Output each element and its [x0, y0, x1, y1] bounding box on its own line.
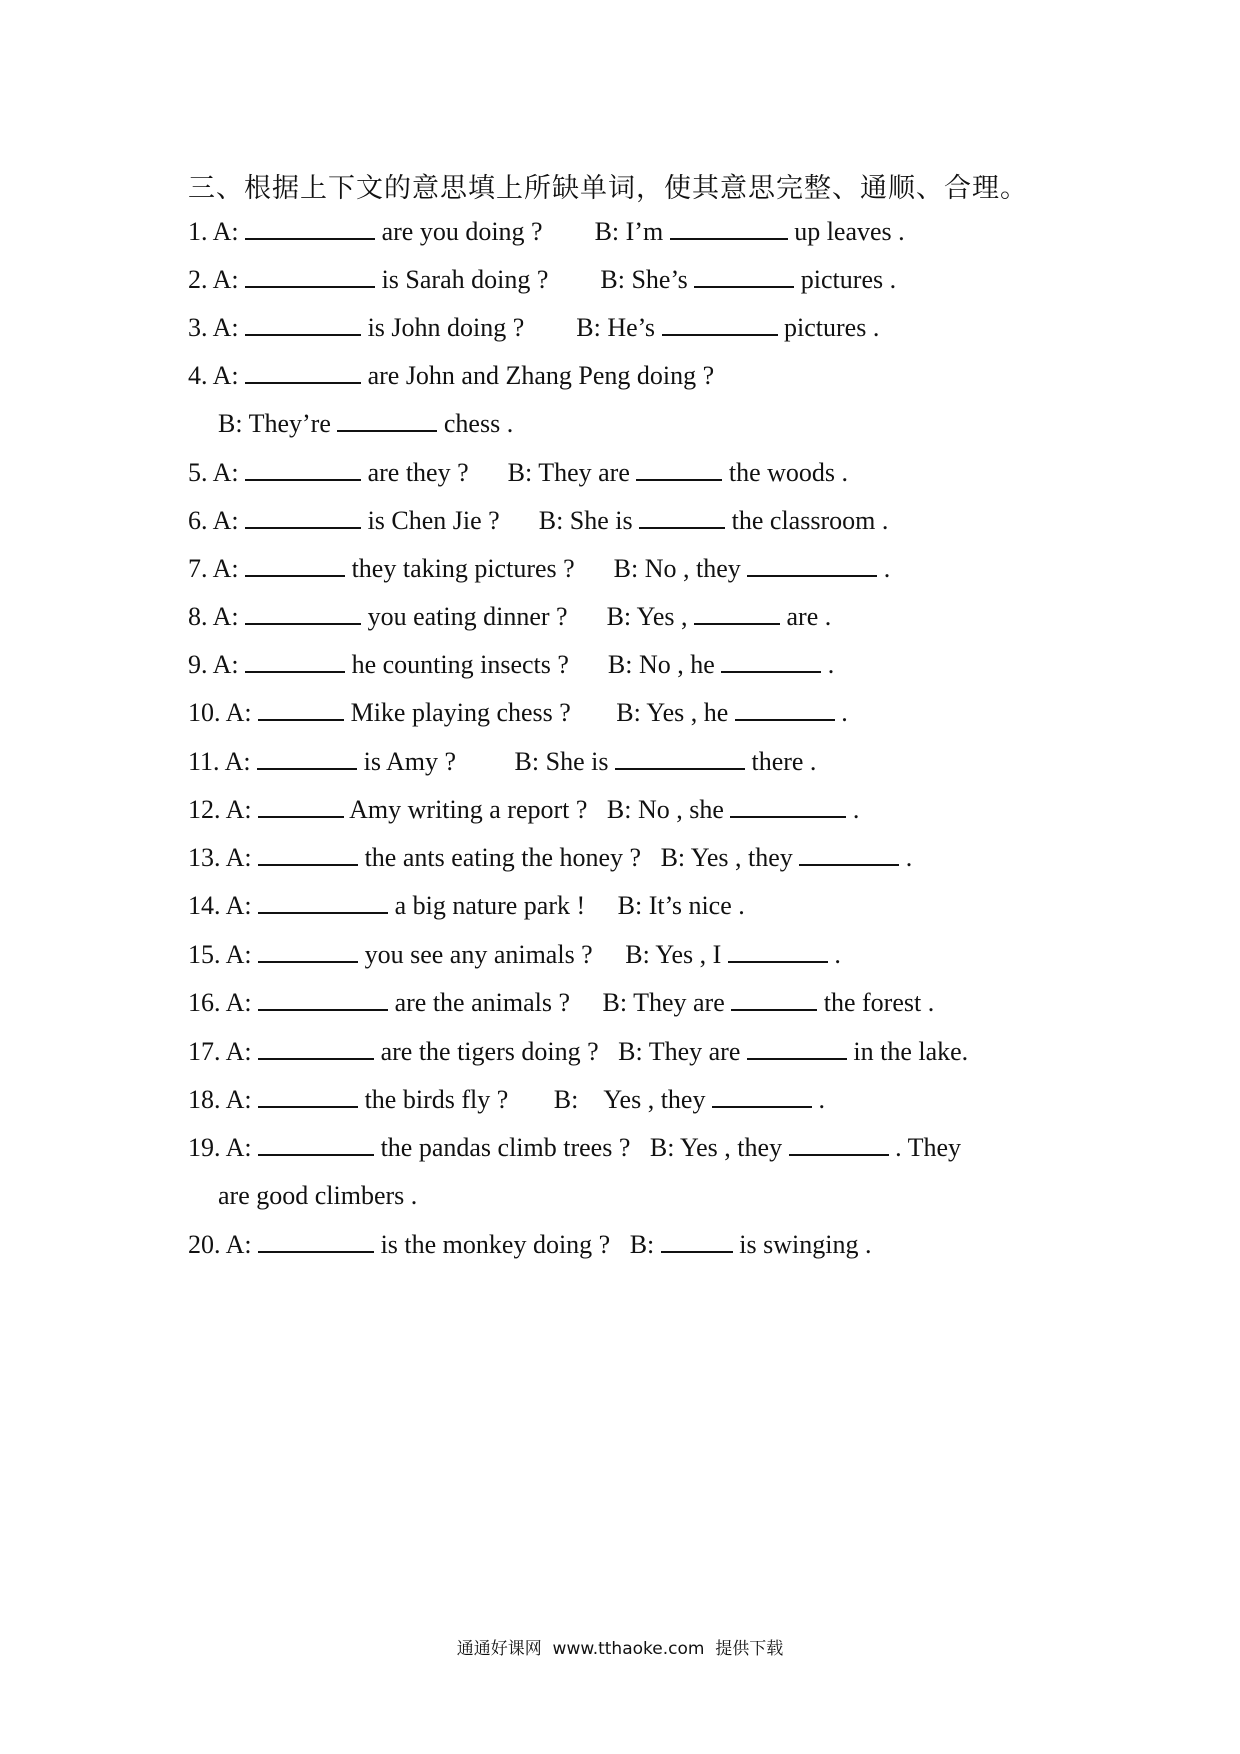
exercise-text: 12. A:	[188, 795, 259, 824]
exercise-text: is swinging .	[732, 1230, 872, 1259]
exercise-text: 9. A:	[188, 650, 246, 679]
exercise-line	[188, 457, 848, 489]
exercise-line	[188, 601, 831, 633]
exercise-text: are John and Zhang Peng doing ?	[361, 361, 715, 390]
exercise-text: Mike playing chess ? B: Yes , he	[344, 698, 735, 727]
answer-blank[interactable]	[747, 1036, 847, 1060]
exercise-text: .	[827, 940, 841, 969]
exercise-text: . They	[888, 1133, 962, 1162]
exercise-text: is Sarah doing ? B: She’s	[375, 265, 695, 294]
answer-blank[interactable]	[258, 890, 388, 914]
exercise-text: .	[834, 698, 848, 727]
exercise-text: are good climbers .	[218, 1181, 418, 1210]
exercise-text: is John doing ? B: He’s	[361, 313, 662, 342]
exercise-text: are the animals ? B: They are	[388, 988, 732, 1017]
answer-blank[interactable]	[258, 1036, 374, 1060]
exercise-text: 19. A:	[188, 1133, 259, 1162]
exercise-line	[188, 987, 934, 1019]
answer-blank[interactable]	[694, 601, 780, 625]
exercise-line	[188, 312, 879, 344]
exercise-text: a big nature park ! B: It’s nice .	[388, 891, 745, 920]
exercise-text: 11. A:	[188, 747, 258, 776]
exercise-text: the woods .	[722, 458, 849, 487]
exercise-text: he counting insects ? B: No , he	[345, 650, 722, 679]
exercise-text: 3. A:	[188, 313, 246, 342]
exercise-text: is Amy ? B: She is	[357, 747, 615, 776]
exercise-text: 14. A:	[188, 891, 259, 920]
exercise-text: the pandas climb trees ? B: Yes , they	[374, 1133, 789, 1162]
section-heading: 三、根据上下文的意思填上所缺单词，使其意思完整、通顺、合理。	[188, 173, 1028, 204]
exercise-text: are .	[780, 602, 832, 631]
exercise-text: 18. A:	[188, 1085, 259, 1114]
exercise-text: you eating dinner ? B: Yes ,	[361, 602, 694, 631]
answer-blank[interactable]	[731, 987, 817, 1011]
answer-blank[interactable]	[694, 264, 794, 288]
exercise-text: 10. A:	[188, 698, 259, 727]
answer-blank[interactable]	[258, 697, 344, 721]
exercise-text: the ants eating the honey ? B: Yes , they	[358, 843, 800, 872]
exercise-line	[218, 408, 513, 440]
exercise-text: .	[877, 554, 891, 583]
exercise-text: 15. A:	[188, 940, 259, 969]
exercise-text: 8. A:	[188, 602, 246, 631]
exercise-line	[188, 794, 859, 826]
exercise-text: 20. A:	[188, 1230, 259, 1259]
answer-blank[interactable]	[257, 746, 357, 770]
exercise-text: 13. A:	[188, 843, 259, 872]
exercise-text: are you doing ? B: I’m	[375, 217, 670, 246]
answer-blank[interactable]	[799, 842, 899, 866]
answer-blank[interactable]	[721, 649, 821, 673]
exercise-text: chess .	[437, 409, 514, 438]
exercise-text: 1. A:	[188, 217, 246, 246]
exercise-text: 7. A:	[188, 554, 246, 583]
exercise-text: there .	[744, 747, 817, 776]
exercise-text: pictures .	[794, 265, 897, 294]
exercise-line	[188, 553, 890, 585]
answer-blank[interactable]	[337, 408, 437, 432]
answer-blank[interactable]	[245, 601, 361, 625]
answer-blank[interactable]	[747, 553, 877, 577]
answer-blank[interactable]	[636, 457, 722, 481]
exercise-text: .	[811, 1085, 825, 1114]
exercise-line	[188, 1084, 825, 1116]
answer-blank[interactable]	[258, 1084, 358, 1108]
exercise-line	[188, 505, 888, 537]
exercise-text: in the lake.	[846, 1037, 969, 1066]
exercise-text: 16. A:	[188, 988, 259, 1017]
answer-blank[interactable]	[245, 216, 375, 240]
answer-blank[interactable]	[639, 505, 725, 529]
exercise-text: 17. A:	[188, 1037, 259, 1066]
answer-blank[interactable]	[728, 939, 828, 963]
exercise-text: the birds fly ? B: Yes , they	[358, 1085, 712, 1114]
exercise-text: .	[821, 650, 835, 679]
exercise-text: .	[846, 795, 860, 824]
exercise-text: is the monkey doing ? B:	[374, 1230, 661, 1259]
exercise-text: you see any animals ? B: Yes , I	[358, 940, 728, 969]
exercise-text: the classroom .	[725, 506, 889, 535]
answer-blank[interactable]	[245, 553, 345, 577]
exercise-text: 6. A:	[188, 506, 246, 535]
answer-blank[interactable]	[670, 216, 788, 240]
answer-blank[interactable]	[245, 312, 361, 336]
exercise-text: Amy writing a report ? B: No , she	[344, 795, 731, 824]
answer-blank[interactable]	[258, 939, 358, 963]
exercise-line	[188, 890, 745, 922]
exercise-line	[188, 1036, 968, 1068]
answer-blank[interactable]	[258, 1132, 374, 1156]
answer-blank[interactable]	[245, 264, 375, 288]
exercise-text: B: They’re	[218, 409, 338, 438]
exercise-line	[218, 1180, 417, 1212]
exercise-text: pictures .	[777, 313, 880, 342]
answer-blank[interactable]	[735, 697, 835, 721]
answer-blank[interactable]	[258, 1229, 374, 1253]
answer-blank[interactable]	[245, 505, 361, 529]
footer-credit: 通通好课网 www.tthaoke.com 提供下载	[456, 1639, 784, 1659]
answer-blank[interactable]	[615, 746, 745, 770]
exercise-line	[188, 649, 834, 681]
exercise-line	[188, 842, 912, 874]
exercise-text: are they ? B: They are	[361, 458, 637, 487]
exercise-line	[188, 939, 841, 971]
answer-blank[interactable]	[789, 1132, 889, 1156]
answer-blank[interactable]	[258, 794, 344, 818]
exercise-line	[188, 1229, 871, 1261]
answer-blank[interactable]	[245, 649, 345, 673]
exercise-line	[188, 264, 896, 296]
exercise-text: 2. A:	[188, 265, 246, 294]
answer-blank[interactable]	[712, 1084, 812, 1108]
answer-blank[interactable]	[258, 987, 388, 1011]
exercise-text: 4. A:	[188, 361, 246, 390]
exercise-text: up leaves .	[787, 217, 905, 246]
exercise-text: is Chen Jie ? B: She is	[361, 506, 640, 535]
exercise-line	[188, 697, 848, 729]
exercise-text: are the tigers doing ? B: They are	[374, 1037, 747, 1066]
exercise-line	[188, 216, 905, 248]
answer-blank[interactable]	[245, 360, 361, 384]
answer-blank[interactable]	[730, 794, 846, 818]
answer-blank[interactable]	[258, 842, 358, 866]
answer-blank[interactable]	[661, 1229, 733, 1253]
exercise-line	[188, 1132, 961, 1164]
exercise-text: .	[899, 843, 913, 872]
answer-blank[interactable]	[662, 312, 778, 336]
answer-blank[interactable]	[245, 457, 361, 481]
exercise-text: the forest .	[817, 988, 935, 1017]
exercise-text: 5. A:	[188, 458, 246, 487]
exercise-line	[188, 360, 714, 392]
exercise-line	[188, 746, 816, 778]
exercise-text: they taking pictures ? B: No , they	[345, 554, 748, 583]
